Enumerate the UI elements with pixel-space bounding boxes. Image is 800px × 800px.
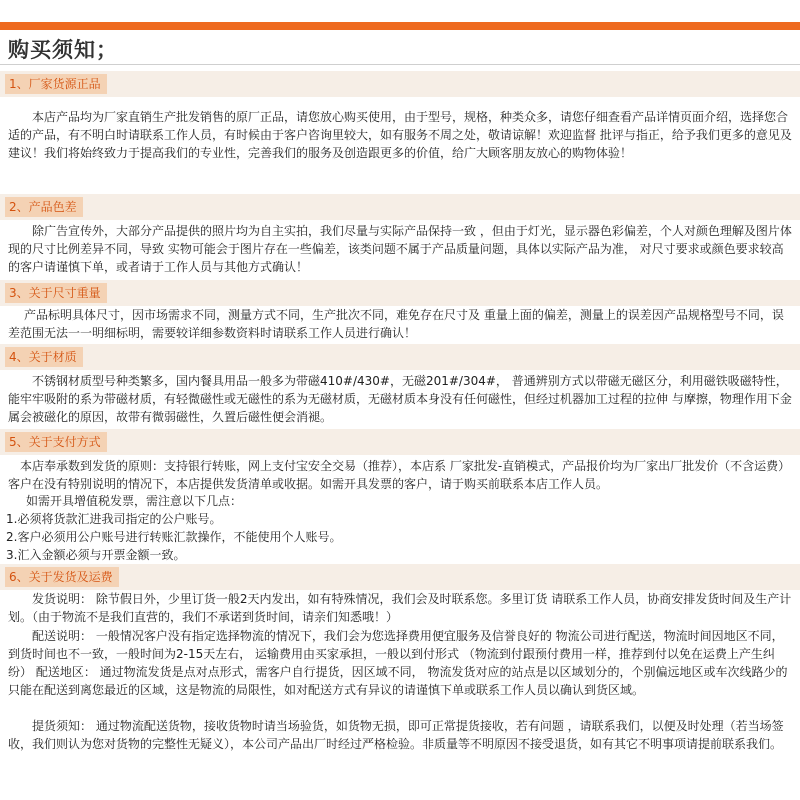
- invoice-rule-1: 1.必须将货款汇进我司指定的公户账号。: [6, 512, 222, 526]
- pickup-note: 提货须知： 通过物流配送货物，接收货物时请当场验货，如货物无损，即可正常提货接收，若有问题 ，请联系我们，以便及时处理（若当场签收，我们则认为您对货物的完整性无疑义），本公司产品出厂时经过严格检验。非质量等不明原因不接受退货，如有其它不明事项请提前联系我们。: [8, 719, 784, 751]
- top-accent-bar: [0, 22, 800, 30]
- invoice-intro: 如需开具增值税发票，需注意以下几点：: [26, 494, 243, 508]
- title-divider: [0, 64, 800, 65]
- section-body-1: 本店产品均为厂家直销生产批发销售的原厂正品，请您放心购买使用，由于型号，规格，种类众多，请您仔细查看产品详情页面介绍，选择您合适的产品，有不明白时请联系工作人员，有时候由于客户咨询里较大，如有服务不周之处，敬请谅解！欢迎监督 批评与指正，给予我们更多的意见及建议！我们将始终致力于提高我们的专业性，完善我们的服务及创造跟更多的价值，给广大顾客朋友放心的购物体验！: [8, 110, 792, 160]
- invoice-rule-3: 3.汇入金额必须与开票金额一致。: [6, 548, 186, 562]
- section-label-6: 6、关于发货及运费: [5, 567, 119, 587]
- section-body-2: 除广告宣传外，大部分产品提供的照片均为自主实拍，我们尽量与实际产品保持一致 ，但由于灯光，显示器色彩偏差，个人对颜色理解及图片体现的尺寸比例差异不同，导致 实物可能会于图片存在一些偏差，该类问题不属于产品质量问题，具体以实际产品为准， 对尺寸要求或颜色要求较高的客户请谨慎下单，或者请于工作人员与其他方式确认！: [8, 224, 792, 274]
- section-header-5: [0, 429, 800, 455]
- delivery-note: 配送说明： 一般情况客户没有指定选择物流的情况下，我们会为您选择费用便宜服务及信誉良好的 物流公司进行配送，物流时间因地区不同，到货时间也不一致，一般时间为2-15天左右， 运输费用由买家承担，一般以到付形式 （物流到付跟预付费用一样，推荐到付以免在运费上产生纠纷） 配送地区： 通过物流发货是点对点形式，需客户自行提货，因区域不同， 物流发货对应的站点是以区域划分的，个别偏远地区或车次线路少的只能在配送到离您最近的区域，这是物流的局限性，如对配送方式有异议的请谨慎下单或联系工作人员以确认到货区域。: [8, 629, 788, 697]
- section-label-2: 2、产品色差: [5, 197, 83, 217]
- section-header-1: [0, 71, 800, 97]
- section-label-4: 4、关于材质: [5, 347, 83, 367]
- section-body-4: 不锈钢材质型号种类繁多，国内餐具用品一般多为带磁410#/430#，无磁201#/304#， 普通辨别方式以带磁无磁区分，利用磁铁吸磁特性，能牢牢吸附的系为带磁材质，有轻微磁性或无磁性的系为无磁材质，无磁材质本身没有任何磁性，但经过机器加工过程的拉伸 与摩擦，物理作用下金属会被磁化的原因，故带有微弱磁性，久置后磁性便会消褪。: [8, 374, 792, 424]
- section-label-3: 3、关于尺寸重量: [5, 283, 107, 303]
- section-header-6: [0, 564, 800, 590]
- section-label-1: 1、厂家货源正品: [5, 74, 107, 94]
- shipping-note: 发货说明： 除节假日外，少里订货一般2天内发出，如有特殊情况，我们会及时联系您。多里订货 请联系工作人员，协商安排发货时间及生产计划。（由于物流不是我们直营的，我们不承诺到货时间，请亲们知悉哦！）: [8, 592, 792, 624]
- page-title: 购买须知；: [8, 37, 118, 62]
- invoice-rule-2: 2.客户必须用公户账号进行转账汇款操作，不能使用个人账号。: [6, 530, 342, 544]
- section-body-5: 本店奉承数到发货的原则：支持银行转账，网上支付宝安全交易（推荐），本店系 厂家批发-直销模式，产品报价均为厂家出厂批发价（不含运费）客户在没有特别说明的情况下，本店提供发货清单或收据。如需开具发票的客户，请于购买前联系本店工作人员。: [8, 459, 791, 491]
- section-body-3: 产品标明具体尺寸，因市场需求不同，测量方式不同，生产批次不同，难免存在尺寸及 重量上面的偏差，测量上的误差因产品规格型号不同，误差范围无法一一明细标明，需要较详细参数资料时请联系工作人员进行确认！: [8, 308, 784, 340]
- section-label-5: 5、关于支付方式: [5, 432, 107, 452]
- section-header-4: [0, 344, 800, 370]
- section-header-2: [0, 194, 800, 220]
- section-header-3: [0, 280, 800, 306]
